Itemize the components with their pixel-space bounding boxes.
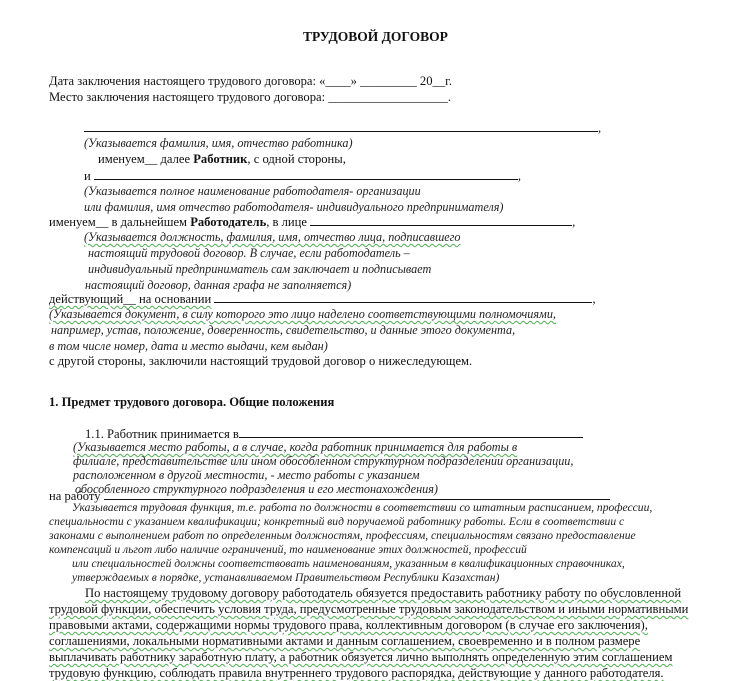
employer-named-line[interactable]: именуем__ в дальнейшем Работодатель, в лице , bbox=[49, 215, 576, 229]
paragraph-line-5: выплачивать работнику заработную плату, а работник обязуется лично выполнять определенную этим соглашением bbox=[49, 650, 673, 664]
signer-hint-4: настоящий договор, данная графа не заполняется) bbox=[85, 278, 352, 292]
function-hint-2: специальности с указанием квалификации; конкретный вид поручаемой работнику работы. Если в соответствии с bbox=[49, 515, 625, 528]
employee-named-line: именуем__ далее Работник, с одной стороны, bbox=[98, 152, 346, 166]
basis-hint-1: (Указывается документ, в силу которого это лицо наделено соответствующими полномочиями, bbox=[49, 307, 556, 321]
contract-date-line[interactable]: Дата заключения настоящего трудового договора: «____» _________ 20__г. bbox=[49, 74, 453, 88]
job-line[interactable]: на работу bbox=[49, 487, 610, 504]
employer-name-blank[interactable] bbox=[94, 167, 518, 180]
employee-term: Работник bbox=[193, 152, 248, 166]
signer-hint-2: настоящий трудовой договор. В случае, если работодатель – bbox=[88, 246, 410, 260]
function-hint-5: или специальностей должны соответствовать наименованиям, указанным в квалификационных справочниках, bbox=[72, 557, 625, 570]
workplace-hint-3: расположенном в другой местности, - место работы с указанием bbox=[73, 468, 420, 482]
workplace-blank[interactable] bbox=[239, 425, 583, 438]
paragraph-line-1: По настоящему трудовому договору работодатель обязуется предоставить работнику работу по обусловленной bbox=[85, 586, 682, 600]
employee-name-blank[interactable] bbox=[84, 119, 598, 132]
employee-name-field[interactable]: , bbox=[84, 119, 601, 136]
function-hint-6: утверждаемых в порядке, устанавливаемом Правительством Республики Казахстан) bbox=[72, 571, 500, 584]
workplace-hint-2: филиале, представительстве или ином обособленном структурном подразделении организации, bbox=[73, 454, 574, 468]
job-blank[interactable] bbox=[104, 487, 610, 500]
employee-hint: (Указывается фамилия, имя, отчество работника) bbox=[84, 136, 353, 150]
function-hint-4: компенсаций и льгот либо наличие ограничений, то наименование этих должностей, профессий bbox=[49, 543, 527, 556]
section-1-heading: 1. Предмет трудового договора. Общие положения bbox=[49, 395, 335, 409]
other-side-line: с другой стороны, заключили настоящий трудовой договор о нижеследующем. bbox=[49, 354, 473, 368]
employer-name-field[interactable]: и , bbox=[84, 169, 522, 183]
document-title: ТРУДОВОЙ ДОГОВОР bbox=[303, 29, 448, 44]
basis-blank[interactable] bbox=[214, 290, 592, 303]
signer-hint-1: (Указывается должность, фамилия, имя, отчество лица, подписавшего bbox=[84, 230, 461, 244]
function-hint-1: Указывается трудовая функция, т.е. работа по должности в соответствии со штатным расписанием, профессии, bbox=[72, 501, 653, 514]
basis-hint-3: в том числе номер, дата и место выдачи, кем выдан) bbox=[49, 339, 328, 353]
contract-place-line[interactable]: Место заключения настоящего трудового договора: ___________________. bbox=[49, 90, 452, 104]
employer-hint-1: (Указывается полное наименование работодателя- организации bbox=[84, 184, 421, 198]
paragraph-line-2: трудовой функции, обеспечить условия труда, предусмотренные трудовым законодательством и иными нормативными bbox=[49, 602, 689, 616]
paragraph-line-4: соглашениями, локальными нормативными актами и данным соглашением, своевременно и в полном размере bbox=[49, 634, 641, 648]
workplace-hint-1: (Указывается место работы, а в случае, когда работник принимается для работы в bbox=[73, 440, 518, 454]
employer-hint-2: или фамилия, имя отчество работодателя- индивидуального предпринимателя) bbox=[84, 200, 504, 214]
signer-hint-3: индивидуальный предприниматель сам заключает и подписывает bbox=[88, 262, 432, 276]
paragraph-line-6: трудовую функцию, соблюдать правила внутреннего трудового распорядка, действующие у данного работодателя. bbox=[49, 666, 664, 680]
workplace-hint-4: обособленного структурного подразделения и его местонахождения) bbox=[75, 482, 438, 496]
representative-blank[interactable] bbox=[310, 213, 572, 226]
paragraph-line-3: правовыми актами, содержащими нормы трудового права, коллективным договором (в случае его заключения), bbox=[49, 618, 648, 632]
basis-hint-2: например, устав, положение, доверенность, свидетельство, и данные этого документа, bbox=[51, 323, 516, 337]
employer-term: Работодатель bbox=[190, 215, 267, 229]
acting-basis-line[interactable]: действующий__ на основании , bbox=[49, 292, 596, 306]
clause-1-1[interactable]: 1.1. Работник принимается в bbox=[85, 425, 583, 442]
function-hint-3: законами с выполнением работ по определенным должностям, профессиям, специальностям связано предоставление bbox=[49, 529, 636, 542]
